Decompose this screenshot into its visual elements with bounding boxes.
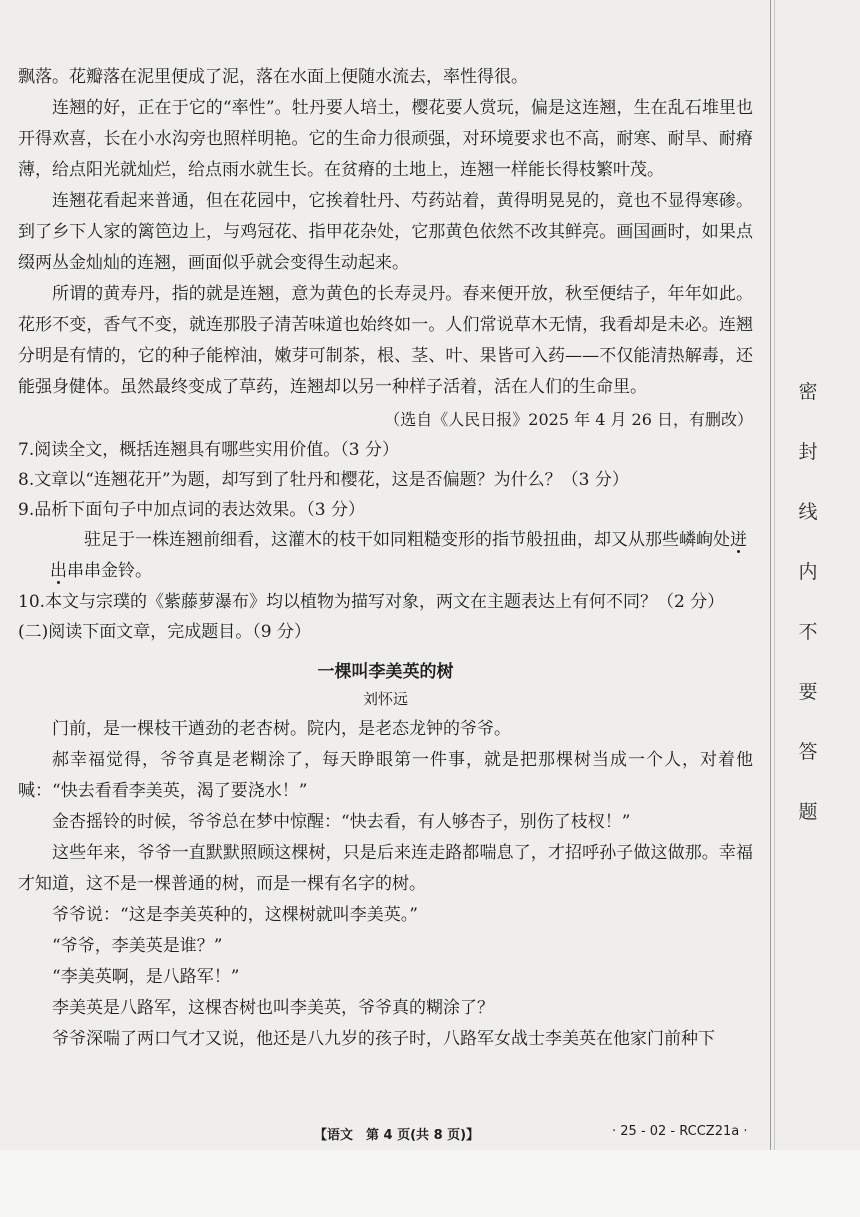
seal-char: 不 xyxy=(798,621,818,643)
story-paragraph: 爷爷说：“这是李美英种的，这棵树就叫李美英。” xyxy=(52,905,418,925)
page-bottom-band xyxy=(0,1150,860,1217)
exam-code: · 25 - 02 - RCCZ21a · xyxy=(612,1124,748,1139)
question-7: 7.阅读全文，概括连翘具有哪些实用价值。（3 分） xyxy=(18,440,399,460)
story-paragraph: 郝幸福觉得，爷爷真是老糊涂了，每天睁眼第一件事，就是把那棵树当成一个人，对着他喊：“快去看看李美英，渴了要浇水！” xyxy=(18,750,753,801)
story-paragraph: 金杏摇铃的时候，爷爷总在梦中惊醒：“快去看，有人够杏子，别伤了枝杈！” xyxy=(52,812,631,832)
page-number: 【语文 第 4 页(共 8 页)】 xyxy=(314,1128,480,1143)
question-9-quote xyxy=(18,525,753,587)
story-paragraph: “爷爷，李美英是谁？” xyxy=(52,936,223,956)
article-paragraph: 所谓的黄寿丹，指的就是连翘，意为黄色的长寿灵丹。春来便开放，秋至便结子，年年如此。花形不变，香气不变，就连那股子清苦味道也始终如一。人们常说草木无情，我看却是未必。连翘分明是有情的，它的种子能榨油，嫩芽可制茶，根、茎、叶、果皆可入药——不仅能清热解毒，还能强身健体。虽然最终变成了草药，连翘却以另一种样子活着，活在人们的生命里。 xyxy=(18,284,753,397)
binding-margin-line-inner xyxy=(774,0,775,1150)
story-author: 刘怀远 xyxy=(362,690,408,708)
story-paragraph: 这些年来，爷爷一直默默照顾这棵树，只是后来连走路都喘息了，才招呼孙子做这做那。幸福才知道，这不是一棵普通的树，而是一棵有名字的树。 xyxy=(18,843,753,894)
story-paragraph: “李美英啊，是八路军！” xyxy=(52,967,240,987)
story-paragraph: 门前，是一棵枝干遒劲的老杏树。院内，是老态龙钟的爷爷。 xyxy=(52,719,511,739)
dotted-char: 出 xyxy=(50,561,67,581)
seal-line-notice xyxy=(788,382,828,822)
dotted-char: 迸 xyxy=(730,530,747,550)
section-heading: (二)阅读下面文章，完成题目。（9 分） xyxy=(18,622,311,642)
question-8: 8.文章以“连翘花开”为题，却写到了牡丹和樱花，这是否偏题？为什么？（3 分） xyxy=(18,470,629,490)
seal-char: 要 xyxy=(798,681,818,703)
seal-char: 题 xyxy=(798,801,818,823)
quote-text: 驻足于一株连翘前细看，这灌木的枝干如同粗糙变形的指节般扭曲，却又从那些嶙峋处 xyxy=(84,530,730,550)
article-paragraph: 连翘的好，正在于它的“率性”。牡丹要人培土，樱花要人赏玩，偏是这连翘，生在乱石堆里也开得欢喜，长在小水沟旁也照样明艳。它的生命力很顽强，对环境要求也不高，耐寒、耐旱、耐瘠薄，给点阳光就灿烂，给点雨水就生长。在贫瘠的土地上，连翘一样能长得枝繁叶茂。 xyxy=(18,98,753,180)
seal-char: 线 xyxy=(798,501,818,523)
story-body xyxy=(18,714,753,1055)
article-paragraph: 飘落。花瓣落在泥里便成了泥，落在水面上便随水流去，率性得很。 xyxy=(18,67,528,87)
story-paragraph: 李美英是八路军，这棵杏树也叫李美英，爷爷真的糊涂了？ xyxy=(52,998,494,1018)
article-source: （选自《人民日报》2025 年 4 月 26 日，有删改） xyxy=(384,410,753,429)
seal-char: 答 xyxy=(798,741,818,763)
question-9: 9.品析下面句子中加点词的表达效果。（3 分） xyxy=(18,500,365,520)
question-list xyxy=(18,435,753,617)
quote-text: 串串金铃。 xyxy=(67,561,152,581)
binding-margin-line xyxy=(770,0,771,1150)
question-10: 10.本文与宗璞的《紫藤萝瀑布》均以植物为描写对象，两文在主题表达上有何不同？（2 分） xyxy=(18,592,725,612)
article-paragraph: 连翘花看起来普通，但在花园中，它挨着牡丹、芍药站着，黄得明晃晃的，竟也不显得寒碜。到了乡下人家的篱笆边上，与鸡冠花、指甲花杂处，它那黄色依然不改其鲜亮。画国画时，如果点缀两丛金灿灿的连翘，画面似乎就会变得生动起来。 xyxy=(18,191,753,273)
seal-char: 密 xyxy=(798,381,818,403)
page-content xyxy=(18,62,753,1055)
seal-char: 内 xyxy=(798,561,818,583)
article-lianqiao xyxy=(18,62,753,435)
story-title: 一棵叫李美英的树 xyxy=(317,662,454,682)
seal-char: 封 xyxy=(798,441,818,463)
story-paragraph: 爷爷深喘了两口气才又说，他还是八九岁的孩子时，八路军女战士李美英在他家门前种下 xyxy=(52,1029,715,1049)
